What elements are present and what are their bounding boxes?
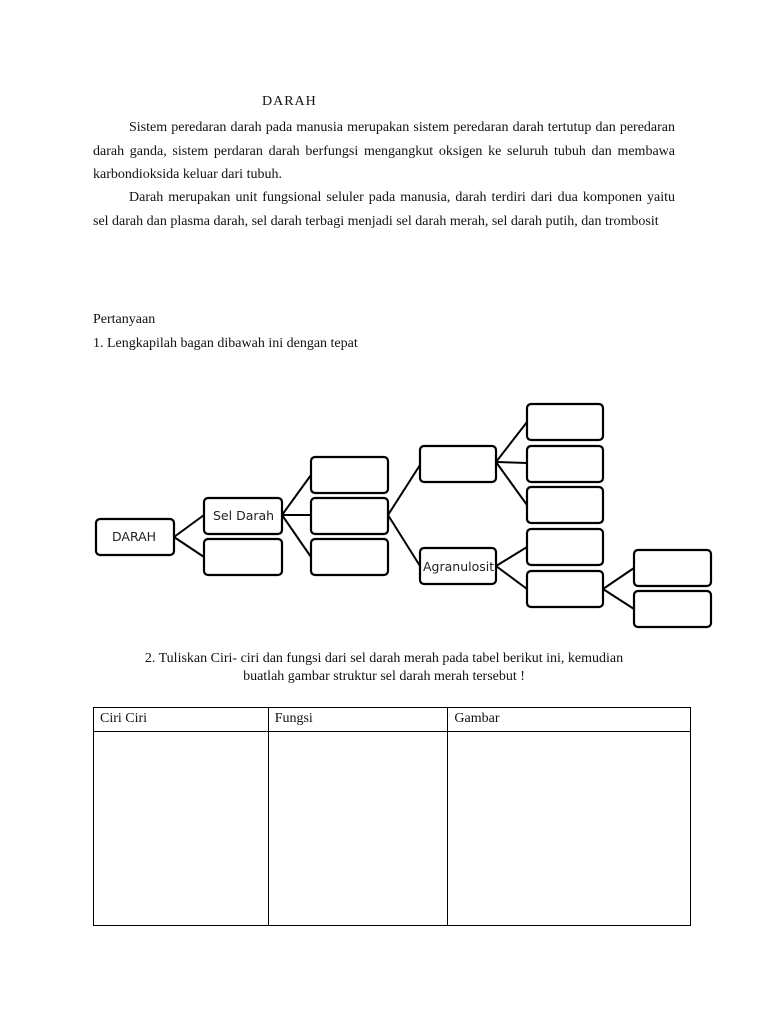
table-answer-row	[94, 732, 691, 926]
document-title: DARAH	[262, 94, 317, 109]
box-blank-a	[311, 457, 388, 493]
connector-upper-2	[496, 462, 527, 463]
connector-darah-seldarah	[174, 515, 204, 537]
connector-mid-agranulosit	[388, 515, 420, 566]
box-blank-b	[311, 498, 388, 534]
connector-seldarah-top	[282, 475, 311, 515]
connector-darah-blank	[174, 537, 204, 557]
question-2-line-1: 2. Tuliskan Ciri- ciri dan fungsi dari sel darah merah pada tabel berikut ini, kemudian	[144, 651, 624, 666]
box-blank-i	[634, 550, 711, 586]
header-gambar: Gambar	[448, 708, 691, 732]
box-blank-h	[527, 571, 603, 607]
box-blank-f	[527, 487, 603, 523]
connector-sub-2	[603, 589, 634, 609]
connector-mid-upper	[388, 465, 420, 515]
box-blank-plasma	[204, 539, 282, 575]
question-2-line-2: buatlah gambar struktur sel darah merah tersebut !	[243, 669, 525, 684]
cell-gambar-answer[interactable]	[448, 732, 691, 926]
paragraph-2: Darah merupakan unit fungsional seluler pada manusia, darah terdiri dari dua komponen yaitu sel darah dan plasma darah, sel darah terbagi menjadi sel darah merah, sel darah putih, dan trombosit	[93, 190, 675, 229]
box-blank-e	[527, 446, 603, 482]
box-blank-j	[634, 591, 711, 627]
paragraph-1: Sistem peredaran darah pada manusia merupakan sistem peredaran darah tertutup dan peredaran darah ganda, sistem perdaran darah berfungsi mengangkut oksigen ke seluruh tubuh dan membawa karbondioksida keluar dari tubuh.	[93, 120, 675, 182]
connector-agr-2	[496, 566, 527, 589]
section-label: Pertanyaan	[93, 312, 156, 327]
table-header-row	[94, 708, 691, 732]
box-blank-c	[311, 539, 388, 575]
connector-sub-1	[603, 568, 634, 589]
box-blank-g	[527, 529, 603, 565]
question-1: 1. Lengkapilah bagan dibawah ini dengan tepat	[93, 336, 358, 351]
box-blank-granulosit	[420, 446, 496, 482]
connector-upper-1	[496, 422, 527, 462]
header-fungsi: Fungsi	[268, 708, 448, 732]
connector-seldarah-bottom	[282, 515, 311, 557]
label-darah: DARAH	[112, 529, 157, 544]
question-2	[93, 650, 675, 686]
answer-table	[93, 707, 691, 926]
connector-agr-1	[496, 547, 527, 566]
cell-ciri-answer[interactable]	[94, 732, 269, 926]
label-sel-darah: Sel Darah	[213, 508, 275, 523]
connector-upper-3	[496, 462, 527, 505]
header-ciri: Ciri Ciri	[94, 708, 269, 732]
box-blank-d	[527, 404, 603, 440]
label-agranulosit: Agranulosit	[423, 559, 495, 574]
cell-fungsi-answer[interactable]	[268, 732, 448, 926]
